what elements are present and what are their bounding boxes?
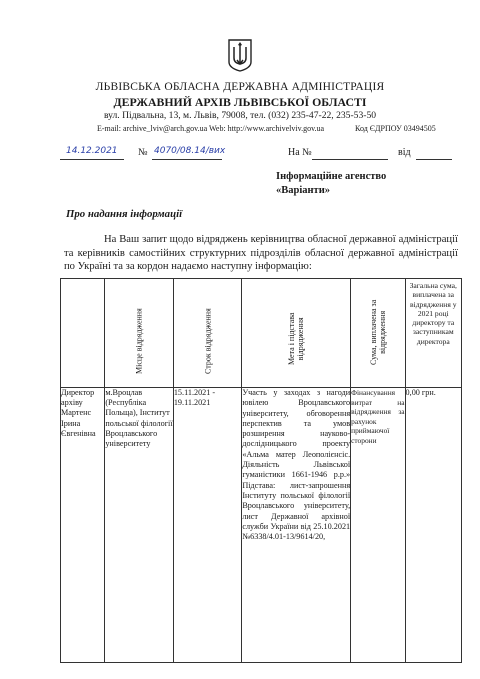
header-sum-line-2: відрядження [377, 310, 387, 354]
outgoing-number: 4070/08.14/вих [154, 146, 226, 156]
header-sum [351, 279, 405, 388]
archive-name: ДЕРЖАВНИЙ АРХІВ ЛЬВІВСЬКОЇ ОБЛАСТІ [113, 95, 367, 109]
incoming-date-label: від [398, 147, 411, 158]
cell-place [105, 388, 174, 663]
cell-term: 15.11.2021 - 19.11.2021 [173, 388, 242, 663]
cell-place-main: м.Вроцлав (Республіка Польща), Інститут польської філології [105, 388, 173, 428]
cell-position: Директор архіву Мартенс Ірина Євгенівна [61, 388, 105, 663]
cell-total: 0,00 грн. [405, 388, 461, 663]
subject-line: Про надання інформації [66, 208, 183, 220]
header-position [61, 279, 105, 388]
archive-email-web: E-mail: archive_lviv@arch.gov.ua Web: http://www.archivelviv.gov.ua [97, 124, 325, 133]
header-total: Загальна сума, виплачена за відрядження у 2021 році директору та заступникам директора [405, 279, 461, 388]
incoming-date-underline [416, 159, 452, 160]
cell-place-sub: Вроцлавського університету [105, 428, 158, 449]
outgoing-date: 14.12.2021 [66, 146, 118, 156]
header-place-label: Місце відрядження [134, 308, 144, 374]
edrpou-code: Код ЄДРПОУ 03494505 [355, 124, 436, 133]
org-name: ЛЬВІВСЬКА ОБЛАСНА ДЕРЖАВНА АДМІНІСТРАЦІЯ [95, 81, 385, 93]
trident-coat-of-arms-icon [228, 38, 252, 72]
header-goal-line-2: відрядження [296, 317, 306, 361]
recipient-line-1: Інформаційне агенство [276, 171, 387, 182]
date-underline [60, 159, 124, 160]
table-header-row [61, 279, 462, 388]
body-paragraph [64, 233, 458, 274]
number-underline [152, 159, 222, 160]
header-goal [242, 279, 351, 388]
outgoing-reference [60, 146, 450, 164]
table-row [61, 388, 462, 663]
trips-table [60, 278, 462, 663]
header-term [173, 279, 242, 388]
incoming-number-underline [312, 159, 388, 160]
header-sum-line-1: Сума, виплачена за [368, 299, 378, 365]
number-label: № [138, 147, 148, 158]
recipient [276, 170, 386, 198]
header-goal-label [287, 313, 305, 365]
incoming-number-label: На № [288, 147, 312, 158]
cell-goal: Участь у заходах з нагоди ювілею Вроцлавського університету, обговорення перспектив та умов розширення науково-дослідницького проекту «Альма матер Леополієнсіс. Діяльність Львівської гуманістики 1661-1946 р.р.» Підстава: лист-запрошення Інституту польської філології Вроцлавського університету, лист Державної архівної служби України від 25.10.2021 №6338/4.01-13/9614/20, [242, 388, 351, 663]
header-sum-label [369, 300, 387, 365]
recipient-line-2: «Варіанти» [276, 185, 331, 196]
body-text: На Ваш запит щодо відряджень керівництва обласної державної адміністрації та керівників самостійних структурних підрозділів обласної державної адміністрації по Україні та за кордон надаємо наступну інформацію: [64, 234, 458, 272]
header-goal-line-1: Мета і підстава [287, 312, 297, 365]
header-place [105, 279, 174, 388]
header-term-label: Строк відрядження [203, 308, 213, 374]
archive-address: вул. Підвальна, 13, м. Львів, 79008, тел. (032) 235-47-22, 235-53-50 [103, 110, 377, 121]
cell-financing: Фінансування витрат на відрядження за рахунок приймаючої сторони [351, 388, 405, 663]
